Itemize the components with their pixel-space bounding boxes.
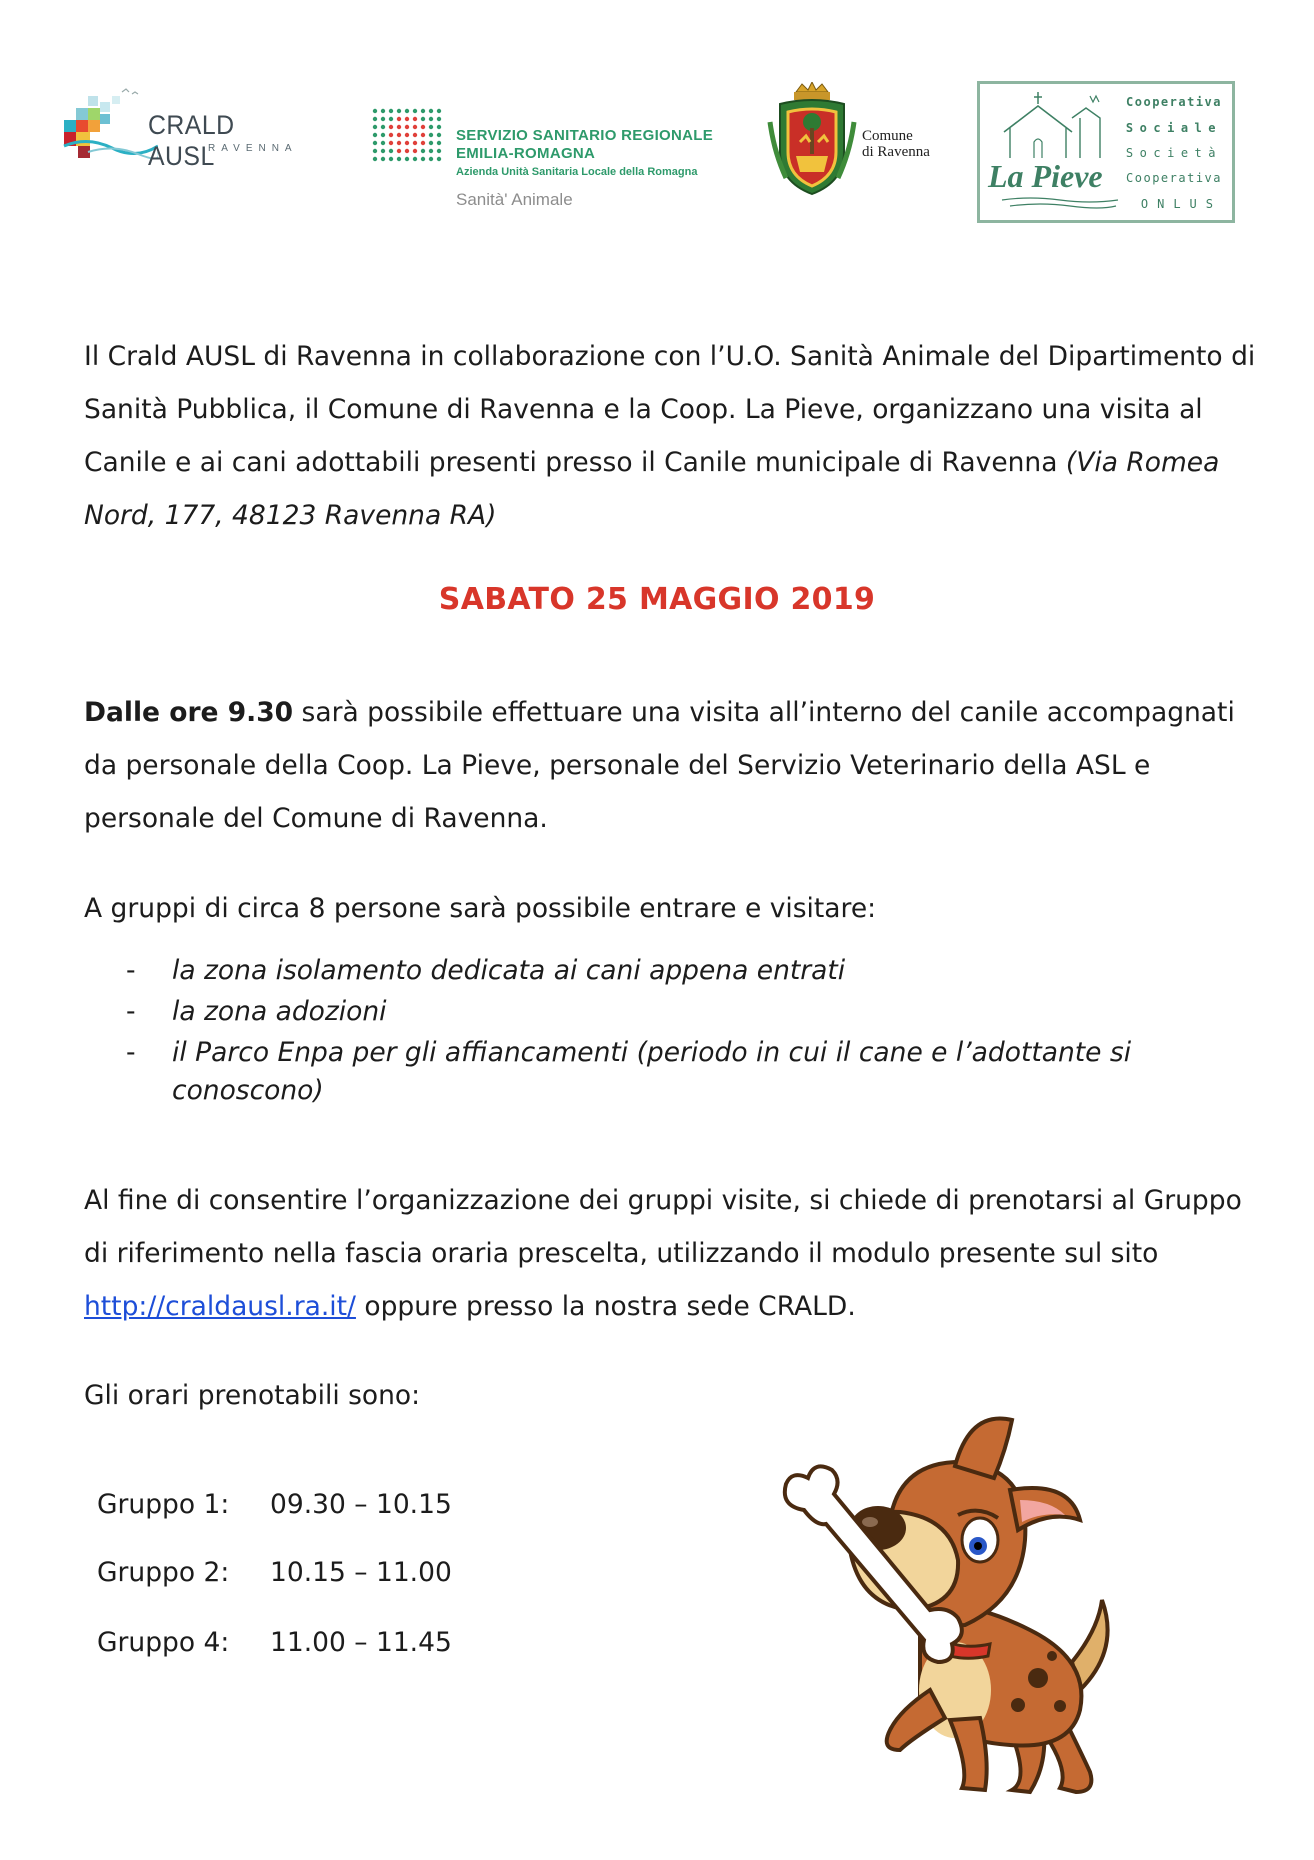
- visit-text: sarà possibile effettuare una visita all’interno del canile accompagnati da personale della Coop. La Pieve, personale del Servizio Veterinario della ASL e personale del Comune di Ravenna.: [84, 697, 1235, 834]
- groups-intro-text: A gruppi di circa 8 persone sarà possibile entrare e visitare:: [84, 893, 877, 924]
- visit-areas-list: [84, 952, 1264, 1113]
- slot-time: 11.00 – 11.45: [270, 1627, 452, 1658]
- intro-text: Il Crald AUSL di Ravenna in collaborazione con l’U.O. Sanità Animale del Dipartimento di Sanità Pubblica, il Comune di Ravenna e la Coop. La Pieve, organizzano una visita al Canile e ai cani adottabili presenti presso il Canile municipale di Ravenna: [84, 341, 1256, 478]
- crald-ausl-logo: [58, 88, 318, 171]
- ravenna-coat-of-arms-icon: [766, 82, 858, 202]
- kennel-address: (Via Romea Nord, 177, 48123 Ravenna RA): [84, 447, 1220, 531]
- area-label: la zona isolamento dedicata ai cani appena entrati: [172, 955, 846, 986]
- slot-time: 10.15 – 11.00: [270, 1557, 452, 1588]
- time-slot-row: [97, 1553, 452, 1593]
- cartoon-dog-with-bone-icon: [780, 1400, 1160, 1800]
- crald-logo-subtitle: RAVENNA: [208, 143, 298, 154]
- list-item: - la zona adozioni: [126, 996, 387, 1027]
- slot-label: Gruppo 4:: [97, 1627, 230, 1658]
- hours-intro-text: Gli orari prenotabili sono:: [84, 1380, 421, 1411]
- pieve-logo-r5: ONLUS: [1140, 197, 1222, 211]
- ssr-logo-line2: EMILIA-ROMAGNA: [456, 145, 596, 162]
- ssr-logo-line1: SERVIZIO SANITARIO REGIONALE: [456, 127, 714, 144]
- slot-label: Gruppo 2:: [97, 1557, 230, 1588]
- list-item: - la zona isolamento dedicata ai cani appena entrati: [126, 955, 846, 986]
- area-label: il Parco Enpa per gli affiancamenti (periodo in cui il cane e l’adottante si conoscono): [172, 1037, 1132, 1106]
- pieve-logo-r2: Sociale: [1125, 121, 1222, 135]
- booking-text-after: oppure presso la nostra sede CRALD.: [355, 1291, 856, 1322]
- area-label: la zona adozioni: [172, 996, 387, 1027]
- visit-paragraph: [84, 686, 1264, 845]
- la-pieve-logo-name: La Pieve: [988, 158, 1103, 194]
- time-slot-row: [97, 1623, 452, 1663]
- comune-logo-line2: di Ravenna: [862, 144, 930, 160]
- ssr-dot-grid-icon: [370, 106, 446, 176]
- slot-label: Gruppo 1:: [97, 1489, 230, 1520]
- slot-time: 09.30 – 10.15: [270, 1489, 452, 1520]
- time-slot-row: [97, 1485, 452, 1525]
- pieve-logo-r1: Cooperativa: [1126, 95, 1222, 109]
- intro-paragraph: [84, 330, 1264, 542]
- pieve-logo-r4: Cooperativa: [1126, 171, 1222, 185]
- pieve-logo-r3: Società: [1125, 146, 1222, 160]
- crald-logo-title: CRALD AUSL: [148, 110, 235, 171]
- ssr-emilia-romagna-logo: [370, 106, 730, 214]
- sanita-animale-label: Sanità' Animale: [456, 190, 573, 209]
- comune-logo-line1: Comune: [862, 128, 913, 144]
- water-lines-icon: [1000, 194, 1120, 214]
- comune-di-ravenna-logo: [766, 82, 946, 202]
- list-item: - il Parco Enpa per gli affiancamenti (periodo in cui il cane e l’adottante si conoscono): [126, 1037, 1132, 1106]
- event-date-heading: SABATO 25 MAGGIO 2019: [438, 582, 876, 617]
- crald-website-link[interactable]: http://craldausl.ra.it/: [84, 1291, 356, 1322]
- booking-text-before: Al fine di consentire l’organizzazione dei gruppi visite, si chiede di prenotarsi al Gruppo di riferimento nella fascia oraria prescelta, utilizzando il modulo presente sul sito: [84, 1185, 1242, 1269]
- booking-paragraph: [84, 1174, 1264, 1333]
- crald-mosaic-icon: [58, 88, 158, 168]
- visit-start-time: Dalle ore 9.30: [84, 697, 294, 728]
- church-sketch-icon: [994, 88, 1134, 168]
- la-pieve-cooperative-logo: [977, 81, 1235, 223]
- ssr-logo-line3: Azienda Unità Sanitaria Locale della Romagna: [456, 166, 698, 178]
